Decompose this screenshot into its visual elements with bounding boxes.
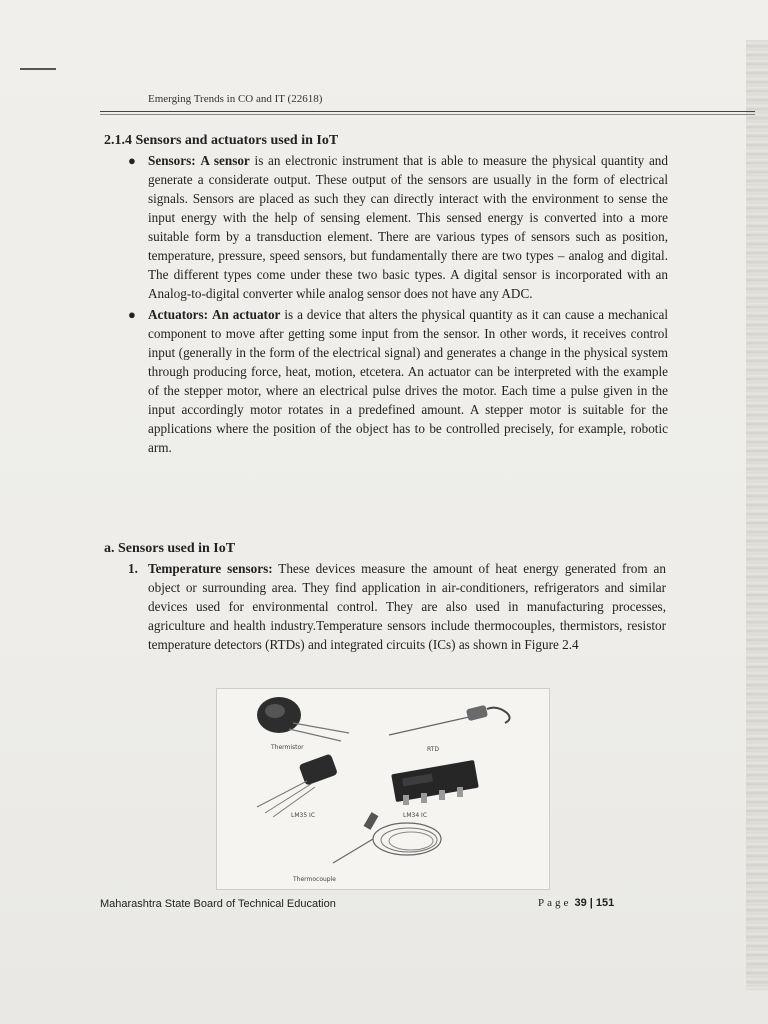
- figure-illustration: [217, 689, 549, 889]
- paragraph-text: These devices measure the amount of heat energy generated from an object or surrounding area. They find application in air-conditioners, refrigerators and similar devices used for environmental control. They are also used in manufacturing processes, agriculture and health industry.Temperature sensors include thermocouples, thermistors, resistor temperature detectors (RTDs) and integrated circuits (ICs) as shown in Figure 2.4: [148, 561, 666, 652]
- header-rule-secondary: [100, 114, 755, 115]
- sensor-types-list: [128, 559, 666, 654]
- term-phrase: A sensor: [200, 153, 250, 168]
- total-pages: 151: [595, 897, 615, 909]
- term-label: Temperature sensors:: [148, 561, 273, 576]
- header-rule: [100, 111, 755, 112]
- bullet-icon: ●: [128, 307, 136, 322]
- term-label: Actuators:: [148, 307, 209, 322]
- figure-temperature-sensors: [216, 688, 550, 890]
- scan-binding-edge: [746, 40, 768, 990]
- paragraph-text: is a device that alters the physical quantity as it can cause a mechanical component to move after getting some input from the sensor. In other words, it receives control input (generally in the form of the electrical signal) and generates a change in the physical system through producing force, heat, motion, etcetera. An actuator can be interpreted with the example of the stepper motor, where an electrical pulse drives the motor. Each time a pulse given in the input accordingly motor rotates in a predefined amount. A stepper motor is suitable for the applications where the position of the object has to be controlled precisely, for example, robotic arm.: [148, 307, 668, 455]
- thermocouple-caption: Thermocouple: [293, 876, 336, 883]
- sensor-actuator-list: [128, 151, 668, 457]
- running-header: Emerging Trends in CO and IT (22618): [148, 93, 323, 105]
- item-number: 1.: [128, 561, 138, 576]
- list-item-sensors: [128, 151, 668, 303]
- current-page: 39: [574, 897, 587, 909]
- rtd-caption: RTD: [427, 746, 440, 753]
- thermistor-caption: Thermistor: [271, 744, 304, 751]
- subsection-heading: a. Sensors used in IoT: [104, 541, 236, 556]
- thermocouple-image: [333, 812, 441, 863]
- section-heading: 2.1.4 Sensors and actuators used in IoT: [104, 133, 339, 148]
- list-item-temperature-sensors: [128, 559, 666, 654]
- lm35-image: [257, 753, 338, 817]
- rtd-image: [389, 705, 510, 735]
- lm34-caption: LM34 IC: [403, 812, 428, 819]
- footer-institution: Maharashtra State Board of Technical Education: [100, 898, 336, 910]
- thermistor-image: [257, 697, 349, 741]
- term-label: Sensors:: [148, 153, 196, 168]
- paragraph-text: is an electronic instrument that is able to measure the physical quantity and generate a considerate output. These output of the sensors are usually in the form of electrical signals. Sensors are placed as such they can directly interact with the environment to sense the input energy with the help of sensing element. This sensed energy is converted into a more suitable form by a transduction element. There are various types of sensors such as position, temperature, pressure, speed sensors, but fundamentally there are two types – analog and digital. The different types come under these two basic types. A digital sensor is incorporated with an Analog-to-digital converter while analog sensor does not have any ADC.: [148, 153, 668, 301]
- list-item-actuators: [128, 305, 668, 457]
- term-phrase: An actuator: [212, 307, 281, 322]
- page-word: Page: [538, 897, 572, 909]
- lm34-image: [391, 760, 479, 805]
- footer-page-number: [538, 897, 614, 909]
- page-separator: |: [589, 897, 593, 909]
- scan-mark: [20, 68, 56, 70]
- bullet-icon: ●: [128, 153, 136, 168]
- lm35-caption: LM35 IC: [291, 812, 316, 819]
